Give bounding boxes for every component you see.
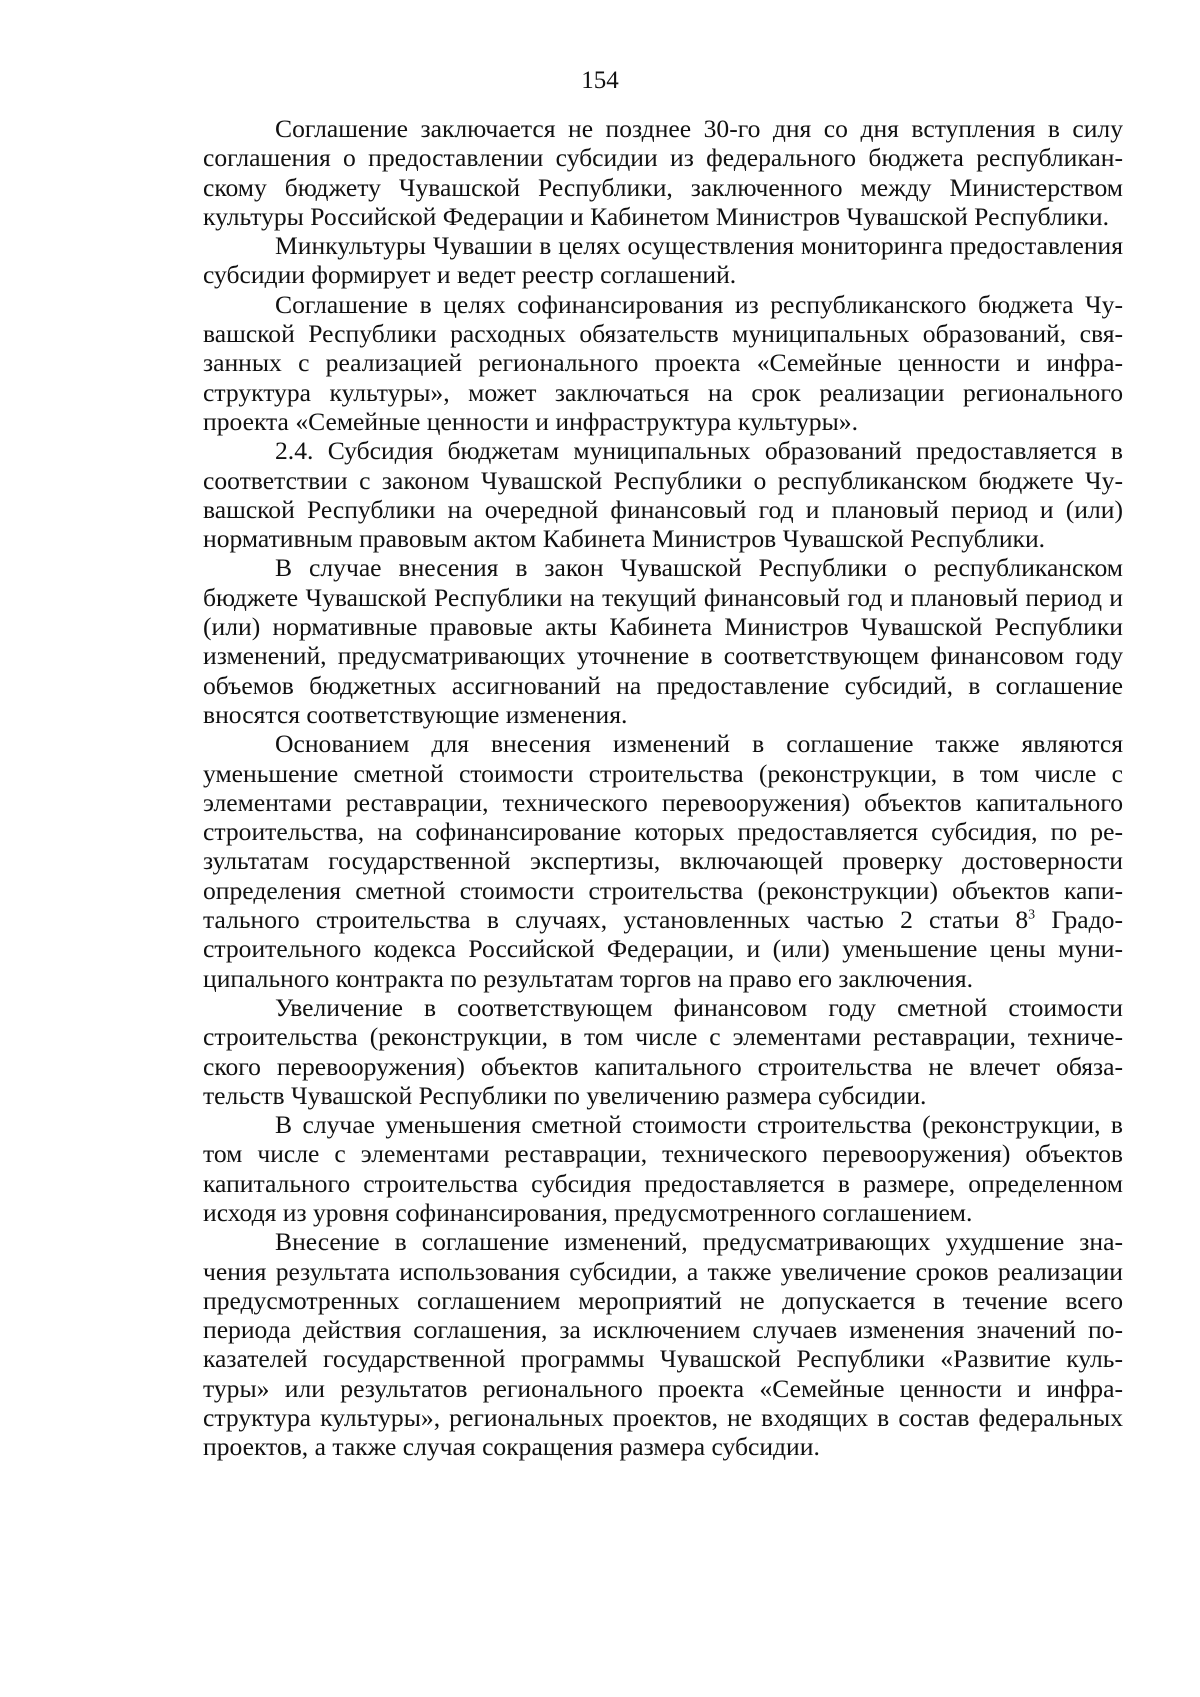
paragraph-agreement-deadline: Соглашение заключается не позднее 30-го дня со дня вступления в силу соглашения о предоставлении субсидии из федерального бюджета республиканскому бюджету Чувашской Республики, заключенного между Министерством культуры Российской Федерации и Кабинетом Министров Чувашской Республики.	[203, 114, 1123, 231]
article-superscript: 3	[1028, 907, 1036, 923]
paragraph-grounds-for-changes	[203, 729, 1123, 993]
page-number: 154	[581, 67, 619, 94]
paragraph-section-2-4: 2.4. Субсидия бюджетам муниципальных образований предоставляется в соответствии с законом Чувашской Республики о республиканском бюджете Чувашской Республики на очередной финансовый год и плановый период и (или) нормативным правовым актом Кабинета Министров Чувашской Республики.	[203, 436, 1123, 554]
paragraph-agreement-term: Соглашение в целях софинансирования из республиканского бюджета Чувашской Республики расходных обязательств муниципальных образований, связанных с реализацией регионального проекта «Семейные ценности и инфраструктура культуры», может заключаться на срок реализации регионального проекта «Семейные ценности и инфраструктура культуры».	[203, 289, 1123, 436]
paragraph-budget-changes: В случае внесения в закон Чувашской Республики о республиканском бюджете Чувашской Республики на текущий финансовый год и плановый период и (или) нормативные правовые акты Кабинета Министров Чувашской Республики изменений, предусматривающих уточнение в соответствующем финансовом году объемов бюджетных ассигнований на предоставление субсидий, в соглашение вносятся соответствующие изменения.	[203, 553, 1123, 729]
document-body	[203, 114, 1123, 1462]
paragraph-agreement-registry: Минкультуры Чувашии в целях осуществления мониторинга предоставления субсидии формирует и ведет реестр соглашений.	[203, 231, 1123, 290]
paragraph-cost-increase: Увеличение в соответствующем финансовом году сметной стоимости строительства (реконструкции, в том числе с элементами реставрации, технического перевооружения) объектов капитального строительства не влечет обязательств Чувашской Республики по увеличению размера субсидии.	[203, 992, 1123, 1110]
paragraph-grounds-text-after: Градостроительного кодекса Российской Федерации, и (или) уменьшение цены муниципального контракта по результатам торгов на право его заключения.	[203, 905, 1124, 993]
paragraph-amendment-restrictions: Внесение в соглашение изменений, предусматривающих ухудшение значения результата использования субсидии, а также увеличение сроков реализации предусмотренных соглашением мероприятий не допускается в течение всего периода действия соглашения, за исключением случаев изменения значений показателей государственной программы Чувашской Республики «Развитие культуры» или результатов регионального проекта «Семейные ценности и инфраструктура культуры», региональных проектов, не входящих в состав федеральных проектов, а также случая сокращения размера субсидии.	[203, 1227, 1123, 1462]
paragraph-cost-decrease: В случае уменьшения сметной стоимости строительства (реконструкции, в том числе с элементами реставрации, технического перевооружения) объектов капитального строительства субсидия предоставляется в размере, определенном исходя из уровня софинансирования, предусмотренного соглашением.	[203, 1110, 1123, 1227]
paragraph-grounds-text-before: Основанием для внесения изменений в соглашение также являются уменьшение сметной стоимости строительства (реконструкции, в том числе с элементами реставрации, технического перевооружения) объектов капитального строительства, на софинансирование которых предоставляется субсидия, по результатам государственной экспертизы, включающей проверку достоверности определения сметной стоимости строительства (реконструкции) объектов капитального строительства в случаях, установленных частью 2 статьи 8	[203, 729, 1123, 935]
